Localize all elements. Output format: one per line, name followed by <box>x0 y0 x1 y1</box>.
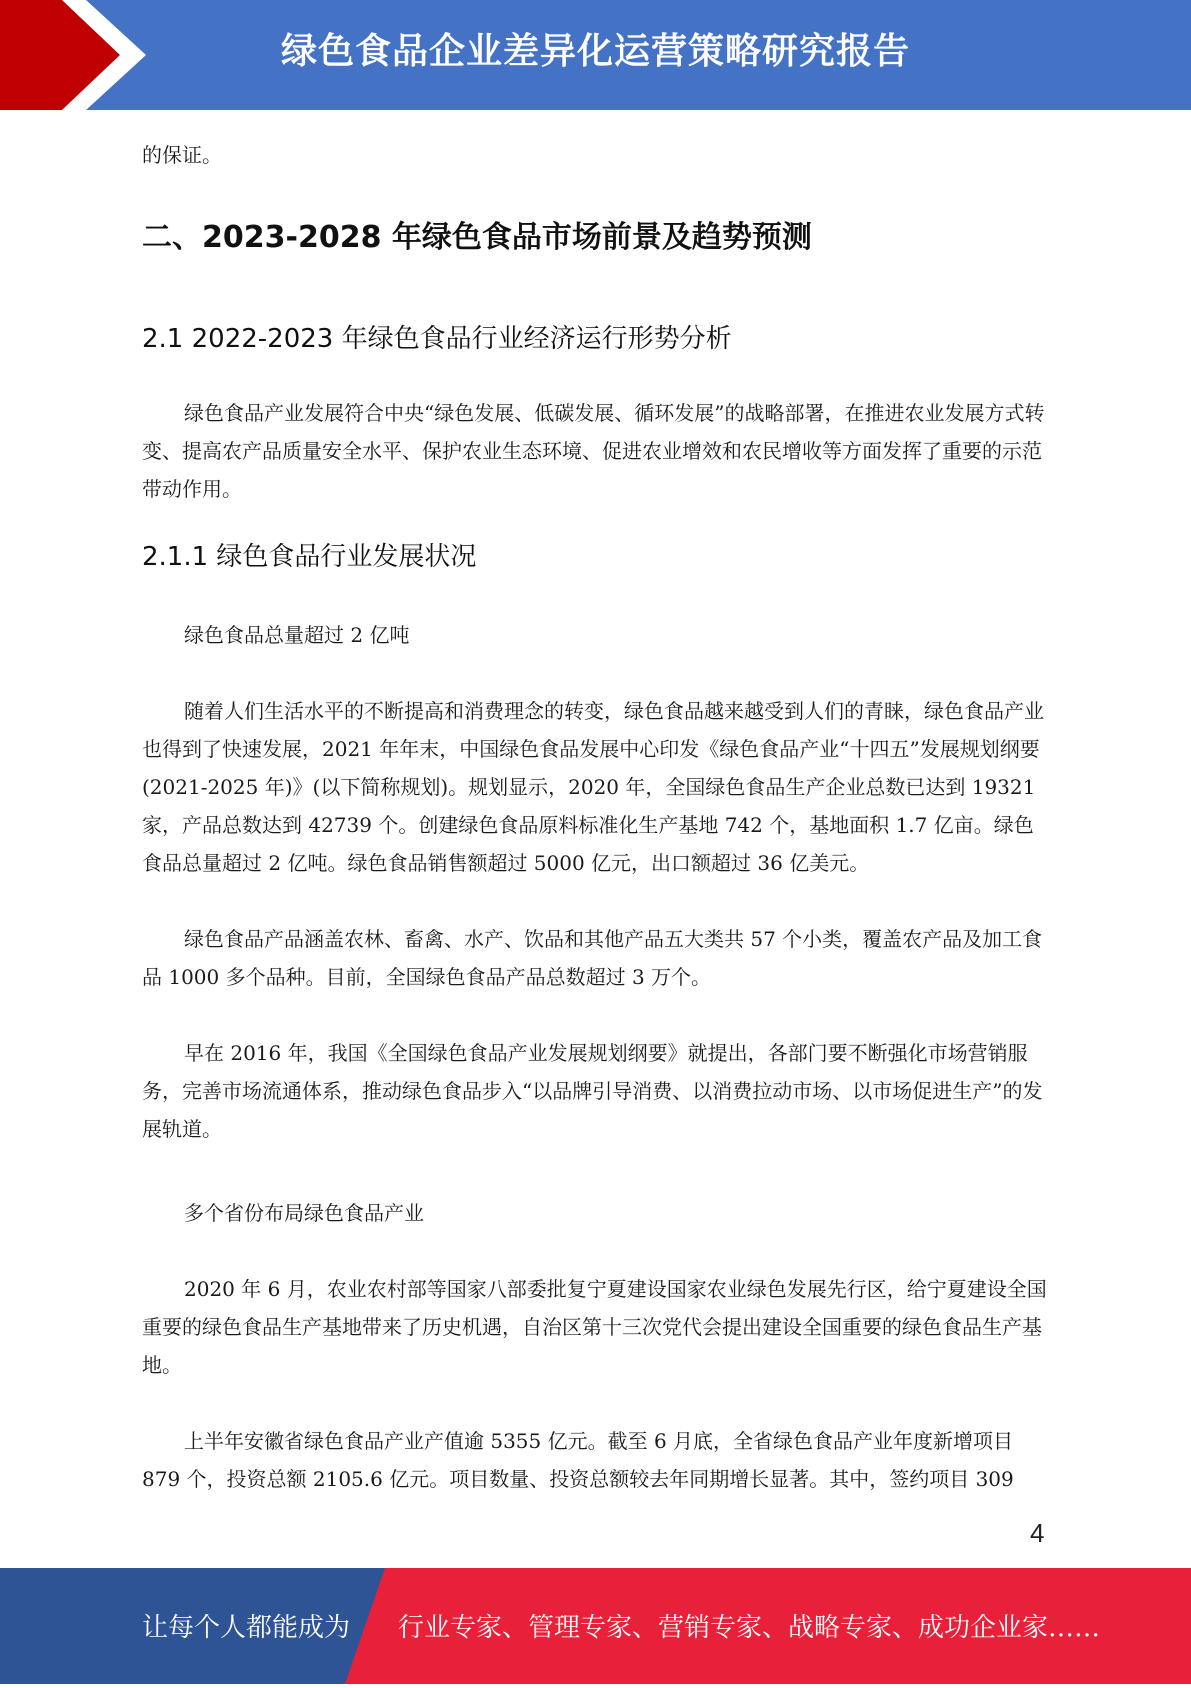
intro-paragraph: 绿色食品产业发展符合中央“绿色发展、低碳发展、循环发展”的战略部署，在推进农业发展方式转变、提高农产品质量安全水平、保护农业生态环境、促进农业增效和农民增收等方面发挥了重要的示范带动作用。 <box>142 401 1045 501</box>
paragraph-ningxia: 2020 年 6 月，农业农村部等国家八部委批复宁夏建设国家农业绿色发展先行区，给宁夏建设全国重要的绿色食品生产基地带来了历史机遇，自治区第十三次党代会提出建设全国重要的绿色食品生产基地。 <box>142 1277 1047 1377</box>
page-footer <box>0 1568 1191 1684</box>
page-header <box>0 0 1191 110</box>
point-heading-total: 绿色食品总量超过 2 亿吨 <box>184 623 410 647</box>
report-title: 绿色食品企业差异化运营策略研究报告 <box>280 31 910 72</box>
paragraph-product-categories: 绿色食品产品涵盖农林、畜禽、水产、饮品和其他产品五大类共 57 个小类，覆盖农产品及加工食品 1000 多个品种。目前，全国绿色食品产品总数超过 3 万个。 <box>142 927 1043 989</box>
page-number: 4 <box>1030 1518 1045 1548</box>
continuation-text: 的保证。 <box>142 143 222 167</box>
point-heading-provinces: 多个省份布局绿色食品产业 <box>184 1201 424 1225</box>
paragraph-2016-plan: 早在 2016 年，我国《全国绿色食品产业发展规划纲要》就提出，各部门要不断强化市场营销服务，完善市场流通体系，推动绿色食品步入“以品牌引导消费、以消费拉动市场、以市场促进生产”的发展轨道。 <box>142 1041 1043 1141</box>
footer-slogan-left: 让每个人都能成为 <box>142 1613 351 1643</box>
footer-slogan-right: 行业专家、管理专家、营销专家、战略专家、成功企业家…… <box>398 1613 1101 1643</box>
subsection-heading: 2.1 2022-2023 年绿色食品行业经济运行形势分析 <box>142 324 732 354</box>
paragraph-development: 随着人们生活水平的不断提高和消费理念的转变，绿色食品越来越受到人们的青睐，绿色食品产业也得到了快速发展，2021 年年末，中国绿色食品发展中心印发《绿色食品产业“十四五”发展规划纲要(2021-2025 年)》(以下简称规划)。规划显示，2020 年，全国绿色食品生产企业总数已达到 19321 家，产品总数达到 42739 个。创建绿色食品原料标准化生产基地 742 个，基地面积 1.7 亿亩。绿色食品总量超过 2 亿吨。绿色食品销售额超过 5000 亿元，出口额超过 36 亿美元。 <box>142 699 1044 875</box>
paragraph-anhui: 上半年安徽省绿色食品产业产值逾 5355 亿元。截至 6 月底，全省绿色食品产业年度新增项目 879 个，投资总额 2105.6 亿元。项目数量、投资总额较去年同期增长显著。其中，签约项目 309 <box>142 1429 1014 1491</box>
subsubsection-heading: 2.1.1 绿色食品行业发展状况 <box>142 542 477 572</box>
section-heading: 二、2023-2028 年绿色食品市场前景及趋势预测 <box>142 220 812 255</box>
